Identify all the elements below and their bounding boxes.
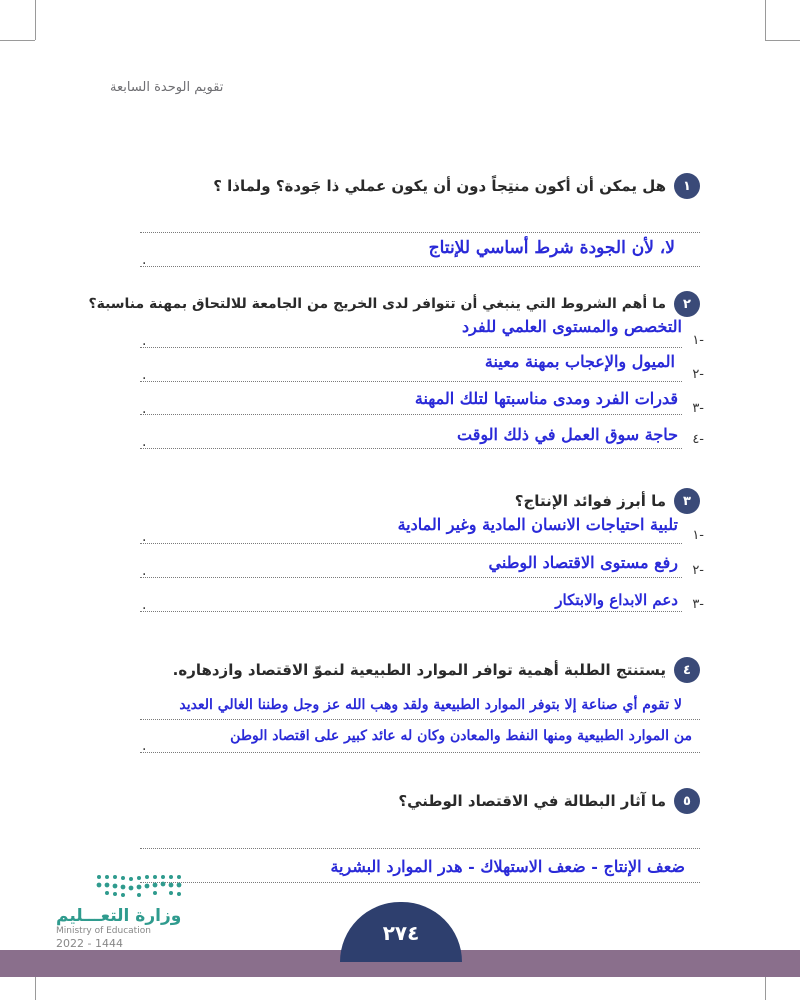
- answer-line: [140, 719, 700, 720]
- ministry-name-arabic: وزارة التعـــليم: [56, 906, 182, 926]
- crop-mark: [765, 40, 800, 41]
- item-label: ٣-: [692, 401, 704, 416]
- line-end-dot: .: [142, 529, 147, 545]
- ministry-name-english: Ministry of Education: [56, 926, 151, 936]
- line-end-dot: .: [142, 367, 147, 383]
- crop-mark: [35, 0, 36, 40]
- answer-text: قدرات الفرد ومدى مناسبتها لتلك المهنة: [414, 389, 678, 408]
- question-text: هل يمكن أن أكون منتِجاً دون أن يكون عملي ذا جَودة؟ ولماذا ؟: [213, 177, 666, 195]
- answer-line: [140, 414, 682, 415]
- line-end-dot: .: [142, 738, 147, 754]
- line-end-dot: .: [142, 333, 147, 349]
- question-1: [213, 173, 700, 199]
- unit-header: تقويم الوحدة السابعة: [110, 80, 224, 95]
- line-end-dot: .: [142, 563, 147, 579]
- item-label: ٤-: [692, 432, 704, 447]
- question-text: ما أبرز فوائد الإنتاج؟: [514, 492, 666, 510]
- question-number-badge: ١: [674, 173, 700, 199]
- question-number-badge: ٤: [674, 657, 700, 683]
- answer-text: لا تقوم أي صناعة إلا بتوفر الموارد الطبيعية ولقد وهب الله عز وجل وطننا الغالي العديد: [179, 697, 682, 713]
- question-5: [398, 788, 700, 814]
- answer-line: [140, 266, 700, 267]
- question-number-badge: ٢: [674, 291, 700, 317]
- answer-line: [140, 752, 700, 753]
- question-text: يستنتج الطلبة أهمية توافر الموارد الطبيعية لنموّ الاقتصاد وازدهاره.: [172, 661, 666, 679]
- line-end-dot: .: [142, 434, 147, 450]
- ministry-logo-dots-icon: [55, 865, 195, 905]
- line-end-dot: .: [142, 597, 147, 613]
- crop-mark: [0, 40, 35, 41]
- answer-line: [140, 848, 700, 849]
- answer-text: دعم الابداع والابتكار: [555, 591, 678, 609]
- page-number: ٢٧٤: [340, 902, 462, 962]
- answer-line: [140, 611, 682, 612]
- answer-text: من الموارد الطبيعية ومنها النفط والمعادن وكان له عائد كبير على اقتصاد الوطن: [230, 728, 692, 744]
- item-label: ٢-: [692, 367, 704, 382]
- answer-line: [140, 577, 682, 578]
- question-3: [515, 488, 700, 514]
- question-number-badge: ٥: [674, 788, 700, 814]
- question-2: [88, 291, 700, 317]
- answer-text: حاجة سوق العمل في ذلك الوقت: [457, 425, 678, 444]
- answer-text: الميول والإعجاب بمهنة معينة: [484, 352, 675, 371]
- item-label: ٢-: [692, 563, 704, 578]
- answer-text: ضعف الإنتاج - ضعف الاستهلاك - هدر الموارد البشرية: [330, 857, 685, 876]
- item-label: ١-: [692, 528, 704, 543]
- item-label: ٣-: [692, 597, 704, 612]
- answer-line: [140, 347, 682, 348]
- answer-text: التخصص والمستوى العلمي للفرد: [462, 317, 682, 336]
- question-text: ما آثار البطالة في الاقتصاد الوطني؟: [398, 792, 666, 810]
- line-end-dot: .: [142, 401, 147, 417]
- question-number-badge: ٣: [674, 488, 700, 514]
- answer-line: [140, 543, 682, 544]
- item-label: ١-: [692, 333, 704, 348]
- question-4: [173, 657, 700, 683]
- answer-text: لا، لأن الجودة شرط أساسي للإنتاج: [428, 238, 675, 258]
- answer-line: [140, 232, 700, 233]
- answer-line: [140, 381, 682, 382]
- answer-line: [140, 882, 700, 883]
- answer-text: رفع مستوى الاقتصاد الوطني: [488, 553, 678, 572]
- answer-line: [140, 448, 682, 449]
- edition-year: 2022 - 1444: [56, 937, 123, 950]
- question-text: ما أهم الشروط التي ينبغي أن تتوافر لدى الخريج من الجامعة للالتحاق بمهنة مناسبة؟: [88, 296, 666, 312]
- crop-mark: [765, 0, 766, 40]
- line-end-dot: .: [142, 252, 147, 268]
- answer-text: تلبية احتياجات الانسان المادية وغير المادية: [397, 515, 678, 534]
